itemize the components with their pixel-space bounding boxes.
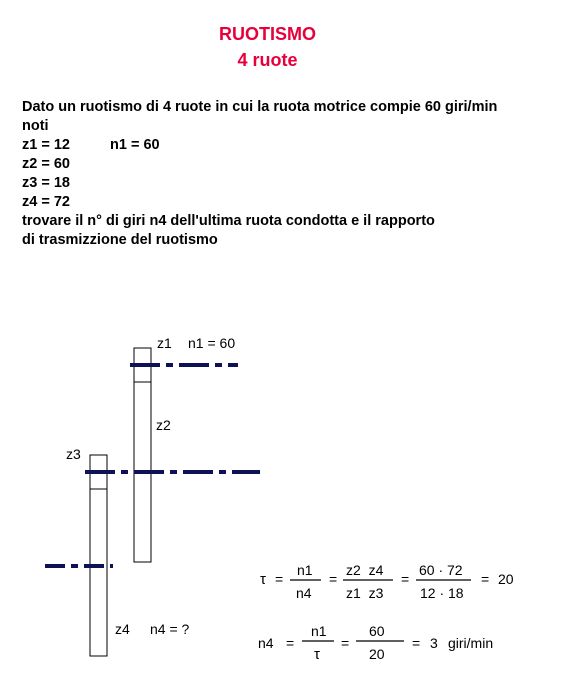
label-z3: z3 [66, 446, 81, 462]
tau-result: 20 [498, 571, 514, 587]
given-z1: z1 = 12 [22, 137, 70, 153]
label-n4: n4 = ? [150, 621, 190, 637]
label-z1: z1 [157, 335, 172, 351]
label-n1: n1 = 60 [188, 335, 236, 351]
tau-symbol: τ [260, 571, 266, 588]
problem-question-1: trovare il n° di giri n4 dell'ultima ruota condotta e il rapporto [22, 213, 435, 229]
n4-equals-3: = [412, 635, 421, 651]
tau-f2-num: z2 z4 [346, 562, 384, 578]
n4-unit: giri/min [448, 635, 494, 651]
label-z2: z2 [156, 417, 171, 433]
given-z2: z2 = 60 [22, 156, 70, 172]
problem-noti: noti [22, 118, 49, 134]
problem-intro: Dato un ruotismo di 4 ruote in cui la ruota motrice compie 60 giri/min [22, 99, 498, 115]
tau-equals-1: = [275, 571, 284, 587]
wheel-z3-z4 [90, 455, 107, 656]
tau-equals-4: = [481, 571, 490, 587]
tau-f3-den: 12 · 18 [420, 585, 464, 601]
label-z4: z4 [115, 621, 130, 637]
given-z3: z3 = 18 [22, 175, 70, 191]
n4-f1-den: τ [314, 646, 320, 663]
n4-f2-den: 20 [369, 646, 385, 662]
n4-equals-1: = [286, 635, 295, 651]
n4-equals-2: = [341, 635, 350, 651]
given-n1: n1 = 60 [110, 137, 160, 153]
tau-equals-3: = [401, 571, 410, 587]
given-z4: z4 = 72 [22, 194, 70, 210]
n4-f2-num: 60 [369, 623, 385, 639]
n4-symbol: n4 [258, 635, 274, 651]
n4-result: 3 [430, 635, 438, 651]
n4-f1-num: n1 [311, 623, 327, 639]
tau-f1-den: n4 [296, 585, 312, 601]
tau-f2-den: z1 z3 [346, 585, 384, 601]
title-line-1: RUOTISMO [219, 24, 316, 44]
tau-equals-2: = [329, 571, 338, 587]
tau-f1-num: n1 [297, 562, 313, 578]
tau-f3-num: 60 · 72 [419, 562, 463, 578]
wheel-z1-z2 [134, 348, 151, 562]
problem-question-2: di trasmizzione del ruotismo [22, 232, 218, 248]
title-line-2: 4 ruote [237, 50, 298, 70]
